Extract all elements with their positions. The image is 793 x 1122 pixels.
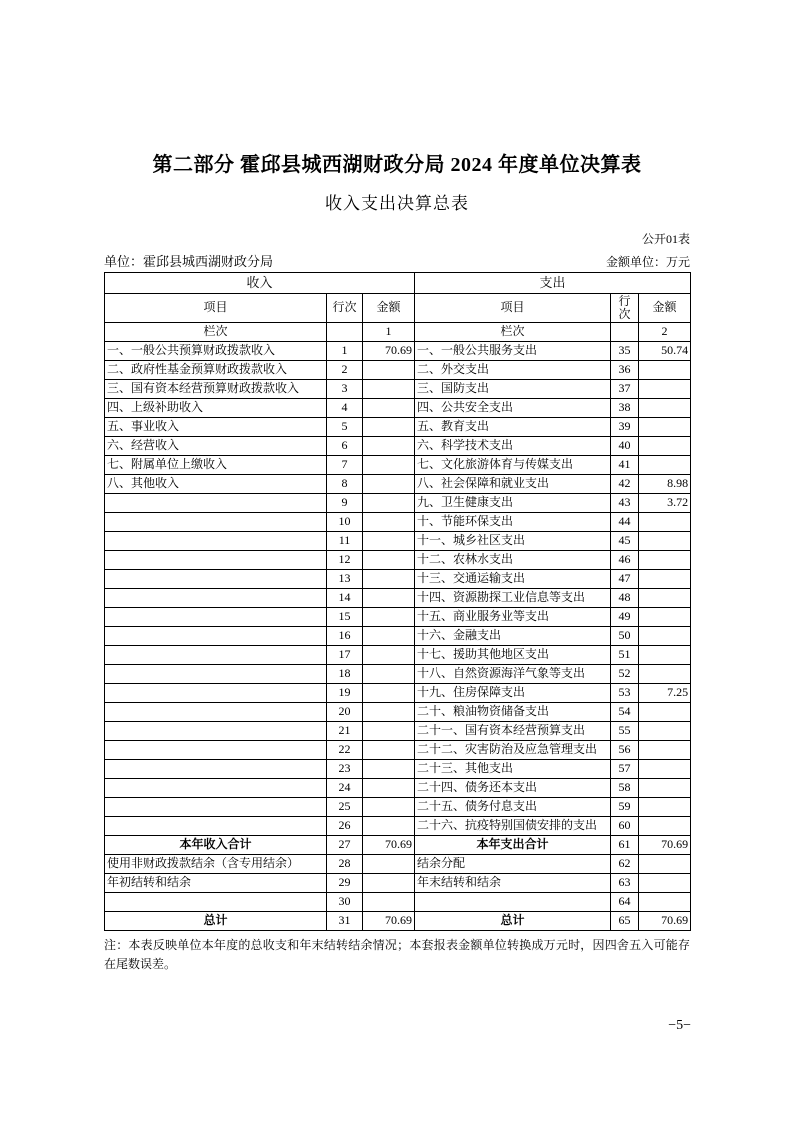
- table-cell-left-row: 11: [327, 532, 363, 551]
- col-header-income-amount: 金额: [363, 294, 415, 323]
- table-cell-left-amount: [363, 475, 415, 494]
- table-cell-right-row: 65: [611, 912, 639, 931]
- table-cell-left-amount: [363, 646, 415, 665]
- table-row: [105, 798, 691, 817]
- table-cell-right-amount: [639, 418, 691, 437]
- page-content: [104, 148, 690, 974]
- lanci-blank-income: [327, 323, 363, 342]
- table-cell-right-row: 46: [611, 551, 639, 570]
- table-cell-left-amount: 70.69: [363, 342, 415, 361]
- table-cell-left-item: [105, 684, 327, 703]
- table-cell-left-item: 五、事业收入: [105, 418, 327, 437]
- lanci-label-expenditure: 栏次: [415, 323, 611, 342]
- meta-row: [104, 251, 690, 270]
- table-cell-left-amount: [363, 855, 415, 874]
- unit-name: 单位：霍邱县城西湖财政分局: [104, 254, 274, 269]
- table-cell-left-row: 31: [327, 912, 363, 931]
- table-cell-right-row: 59: [611, 798, 639, 817]
- table-cell-left-item: [105, 703, 327, 722]
- table-cell-right-row: 35: [611, 342, 639, 361]
- table-cell-right-item: 十一、城乡社区支出: [415, 532, 611, 551]
- table-cell-right-row: 51: [611, 646, 639, 665]
- table-row: [105, 551, 691, 570]
- table-cell-right-amount: [639, 665, 691, 684]
- table-cell-left-item: [105, 893, 327, 912]
- table-cell-left-amount: [363, 589, 415, 608]
- table-row: [105, 494, 691, 513]
- table-cell-left-amount: [363, 760, 415, 779]
- table-cell-right-row: 38: [611, 399, 639, 418]
- table-cell-right-amount: [639, 874, 691, 893]
- table-group-header: [105, 273, 691, 294]
- table-cell-left-row: 28: [327, 855, 363, 874]
- table-cell-right-item: 十五、商业服务业等支出: [415, 608, 611, 627]
- table-cell-right-row: 37: [611, 380, 639, 399]
- table-cell-left-row: 10: [327, 513, 363, 532]
- table-cell-left-row: 23: [327, 760, 363, 779]
- table-row: [105, 589, 691, 608]
- table-cell-right-amount: [639, 513, 691, 532]
- table-row: [105, 684, 691, 703]
- table-cell-right-amount: [639, 532, 691, 551]
- income-column-number: 1: [363, 323, 415, 342]
- table-cell-right-amount: [639, 608, 691, 627]
- table-cell-right-row: 41: [611, 456, 639, 475]
- table-cell-right-item: 六、科学技术支出: [415, 437, 611, 456]
- table-cell-left-item: 使用非财政拨款结余（含专用结余）: [105, 855, 327, 874]
- table-cell-left-row: 22: [327, 741, 363, 760]
- table-cell-left-item: 四、上级补助收入: [105, 399, 327, 418]
- table-cell-right-amount: [639, 855, 691, 874]
- table-row: [105, 855, 691, 874]
- table-cell-left-amount: [363, 684, 415, 703]
- table-cell-right-item: 二十三、其他支出: [415, 760, 611, 779]
- table-cell-right-item: 结余分配: [415, 855, 611, 874]
- table-cell-left-amount: 70.69: [363, 912, 415, 931]
- table-cell-left-amount: [363, 703, 415, 722]
- table-cell-right-item: 本年支出合计: [415, 836, 611, 855]
- table-cell-right-item: 四、公共安全支出: [415, 399, 611, 418]
- col-header-expenditure-amount: 金额: [639, 294, 691, 323]
- table-cell-right-row: 42: [611, 475, 639, 494]
- table-cell-right-row: 56: [611, 741, 639, 760]
- table-cell-left-row: 14: [327, 589, 363, 608]
- table-cell-right-item: 总计: [415, 912, 611, 931]
- col-header-income-row-no: 行次: [327, 294, 363, 323]
- table-row: [105, 418, 691, 437]
- col-header-income-item: 项目: [105, 294, 327, 323]
- table-row: [105, 836, 691, 855]
- table-cell-right-amount: [639, 361, 691, 380]
- col-header-expenditure-row-no: [611, 294, 639, 323]
- table-row: [105, 456, 691, 475]
- table-row: [105, 570, 691, 589]
- table-cell-right-item: 二十、粮油物资储备支出: [415, 703, 611, 722]
- table-cell-right-row: 43: [611, 494, 639, 513]
- table-cell-left-row: 4: [327, 399, 363, 418]
- table-row: [105, 513, 691, 532]
- table-row: [105, 399, 691, 418]
- table-cell-left-amount: [363, 532, 415, 551]
- table-cell-right-row: 53: [611, 684, 639, 703]
- table-row: [105, 741, 691, 760]
- table-cell-left-item: [105, 722, 327, 741]
- table-cell-right-amount: [639, 551, 691, 570]
- table-cell-left-item: [105, 608, 327, 627]
- table-row: [105, 380, 691, 399]
- table-cell-right-row: 45: [611, 532, 639, 551]
- table-cell-right-amount: 8.98: [639, 475, 691, 494]
- table-cell-right-item: 二十六、抗疫特别国债安排的支出: [415, 817, 611, 836]
- table-cell-left-amount: [363, 456, 415, 475]
- table-row: [105, 437, 691, 456]
- table-row: [105, 760, 691, 779]
- table-cell-left-amount: [363, 437, 415, 456]
- table-cell-right-item: 二十五、债务付息支出: [415, 798, 611, 817]
- table-cell-left-item: [105, 627, 327, 646]
- income-section-header: 收入: [105, 273, 415, 294]
- table-cell-left-item: [105, 817, 327, 836]
- table-cell-left-amount: [363, 570, 415, 589]
- table-cell-right-item: 三、国防支出: [415, 380, 611, 399]
- table-cell-left-item: 一、一般公共预算财政拨款收入: [105, 342, 327, 361]
- table-cell-right-amount: [639, 437, 691, 456]
- table-cell-right-amount: [639, 760, 691, 779]
- table-cell-left-row: 13: [327, 570, 363, 589]
- table-cell-right-amount: [639, 893, 691, 912]
- amount-unit-label: 金额单位：万元: [605, 255, 690, 269]
- table-code: 公开01表: [641, 232, 690, 246]
- table-cell-left-row: 25: [327, 798, 363, 817]
- table-cell-left-item: [105, 570, 327, 589]
- table-cell-left-amount: [363, 893, 415, 912]
- page-number: −5−: [668, 1018, 691, 1033]
- table-cell-right-amount: [639, 627, 691, 646]
- table-cell-left-amount: [363, 399, 415, 418]
- table-cell-left-item: [105, 494, 327, 513]
- table-cell-left-item: [105, 665, 327, 684]
- table-cell-left-item: [105, 646, 327, 665]
- table-cell-right-row: 57: [611, 760, 639, 779]
- table-cell-right-row: 44: [611, 513, 639, 532]
- table-row: [105, 627, 691, 646]
- document-title: 第二部分 霍邱县城西湖财政分局 2024 年度单位决算表: [152, 154, 642, 176]
- table-cell-left-item: 总计: [105, 912, 327, 931]
- table-cell-right-amount: 7.25: [639, 684, 691, 703]
- table-cell-left-amount: [363, 665, 415, 684]
- table-row: [105, 361, 691, 380]
- table-cell-left-item: 八、其他收入: [105, 475, 327, 494]
- table-cell-left-row: 17: [327, 646, 363, 665]
- table-title: 收入支出决算总表: [325, 194, 469, 213]
- table-cell-left-amount: [363, 418, 415, 437]
- table-cell-right-amount: 3.72: [639, 494, 691, 513]
- table-cell-left-amount: [363, 874, 415, 893]
- table-cell-right-amount: [639, 589, 691, 608]
- footnote: 注：本表反映单位本年度的总收支和年末结转结余情况；本套报表金额单位转换成万元时，因四舍五入可能存在尾数误差。: [104, 938, 690, 972]
- table-cell-right-row: 58: [611, 779, 639, 798]
- table-cell-right-amount: [639, 703, 691, 722]
- table-cell-left-amount: [363, 494, 415, 513]
- table-cell-left-row: 29: [327, 874, 363, 893]
- table-cell-left-amount: [363, 380, 415, 399]
- table-cell-right-amount: [639, 646, 691, 665]
- table-row: [105, 475, 691, 494]
- table-cell-right-amount: [639, 570, 691, 589]
- table-cell-right-item: 二十二、灾害防治及应急管理支出: [415, 741, 611, 760]
- table-cell-right-item: 十七、援助其他地区支出: [415, 646, 611, 665]
- table-row: [105, 779, 691, 798]
- table-cell-right-row: 50: [611, 627, 639, 646]
- table-cell-left-item: [105, 760, 327, 779]
- table-cell-left-row: 19: [327, 684, 363, 703]
- table-cell-left-row: 6: [327, 437, 363, 456]
- table-cell-left-item: [105, 551, 327, 570]
- table-cell-left-row: 21: [327, 722, 363, 741]
- table-row: [105, 874, 691, 893]
- table-cell-left-row: 9: [327, 494, 363, 513]
- table-cell-right-item: 十九、住房保障支出: [415, 684, 611, 703]
- table-row: [105, 608, 691, 627]
- table-row: [105, 912, 691, 931]
- table-cell-left-amount: [363, 779, 415, 798]
- table-cell-right-row: 63: [611, 874, 639, 893]
- table-cell-left-row: 26: [327, 817, 363, 836]
- table-cell-right-row: 62: [611, 855, 639, 874]
- table-cell-right-row: 40: [611, 437, 639, 456]
- table-cell-left-row: 12: [327, 551, 363, 570]
- table-cell-right-row: 52: [611, 665, 639, 684]
- col-header-expenditure-item: 项目: [415, 294, 611, 323]
- table-cell-right-row: 64: [611, 893, 639, 912]
- table-cell-right-item: 二、外交支出: [415, 361, 611, 380]
- table-cell-right-item: 二十四、债务还本支出: [415, 779, 611, 798]
- table-cell-right-row: 39: [611, 418, 639, 437]
- table-cell-right-amount: 50.74: [639, 342, 691, 361]
- table-cell-left-amount: [363, 361, 415, 380]
- table-cell-right-amount: [639, 741, 691, 760]
- table-cell-right-row: 54: [611, 703, 639, 722]
- table-cell-right-item: 九、卫生健康支出: [415, 494, 611, 513]
- table-cell-left-amount: [363, 608, 415, 627]
- expenditure-column-number: 2: [639, 323, 691, 342]
- table-cell-right-amount: [639, 817, 691, 836]
- table-cell-left-item: [105, 513, 327, 532]
- table-cell-left-item: 本年收入合计: [105, 836, 327, 855]
- table-cell-right-item: 十二、农林水支出: [415, 551, 611, 570]
- table-cell-right-row: 61: [611, 836, 639, 855]
- table-cell-left-item: 三、国有资本经营预算财政拨款收入: [105, 380, 327, 399]
- table-cell-left-item: 七、附属单位上缴收入: [105, 456, 327, 475]
- table-cell-right-row: 36: [611, 361, 639, 380]
- table-cell-right-row: 60: [611, 817, 639, 836]
- table-cell-right-amount: 70.69: [639, 836, 691, 855]
- table-cell-left-amount: [363, 627, 415, 646]
- table-cell-right-item: 五、教育支出: [415, 418, 611, 437]
- table-cell-right-item: 年末结转和结余: [415, 874, 611, 893]
- table-cell-left-row: 24: [327, 779, 363, 798]
- table-cell-left-row: 8: [327, 475, 363, 494]
- table-row: [105, 817, 691, 836]
- table-row: [105, 893, 691, 912]
- table-cell-left-amount: [363, 722, 415, 741]
- table-cell-right-item: 十、节能环保支出: [415, 513, 611, 532]
- table-cell-left-row: 5: [327, 418, 363, 437]
- table-cell-right-amount: [639, 722, 691, 741]
- table-cell-right-row: 49: [611, 608, 639, 627]
- table-row: [105, 722, 691, 741]
- table-cell-left-item: 年初结转和结余: [105, 874, 327, 893]
- table-cell-left-row: 18: [327, 665, 363, 684]
- table-cell-left-row: 15: [327, 608, 363, 627]
- table-cell-left-row: 1: [327, 342, 363, 361]
- table-cell-left-item: [105, 798, 327, 817]
- table-cell-left-amount: [363, 817, 415, 836]
- table-cell-right-amount: [639, 798, 691, 817]
- table-cell-left-item: [105, 741, 327, 760]
- table-cell-right-amount: [639, 399, 691, 418]
- table-cell-right-item: 十八、自然资源海洋气象等支出: [415, 665, 611, 684]
- table-cell-right-row: 47: [611, 570, 639, 589]
- table-cell-right-item: 十四、资源勘探工业信息等支出: [415, 589, 611, 608]
- table-cell-left-amount: [363, 551, 415, 570]
- table-cell-left-row: 7: [327, 456, 363, 475]
- table-cell-left-row: 30: [327, 893, 363, 912]
- table-cell-left-row: 16: [327, 627, 363, 646]
- table-cell-left-item: 二、政府性基金预算财政拨款收入: [105, 361, 327, 380]
- table-cell-right-row: 48: [611, 589, 639, 608]
- table-row: [105, 342, 691, 361]
- table-cell-left-item: 六、经营收入: [105, 437, 327, 456]
- lanci-blank-expenditure: [611, 323, 639, 342]
- table-cell-right-item: 八、社会保障和就业支出: [415, 475, 611, 494]
- table-cell-left-row: 27: [327, 836, 363, 855]
- table-cell-left-item: [105, 589, 327, 608]
- table-cell-right-item: 十三、交通运输支出: [415, 570, 611, 589]
- table-row: [105, 703, 691, 722]
- table-cell-left-item: [105, 779, 327, 798]
- revenue-expenditure-table: [104, 272, 691, 931]
- table-cell-right-item: 一、一般公共服务支出: [415, 342, 611, 361]
- table-cell-left-amount: [363, 798, 415, 817]
- table-cell-left-amount: [363, 741, 415, 760]
- table-cell-right-item: [415, 893, 611, 912]
- table-cell-left-item: [105, 532, 327, 551]
- table-cell-right-amount: [639, 380, 691, 399]
- table-cell-right-amount: [639, 456, 691, 475]
- table-row: [105, 532, 691, 551]
- table-cell-left-row: 2: [327, 361, 363, 380]
- table-cell-right-amount: 70.69: [639, 912, 691, 931]
- table-cell-left-amount: [363, 513, 415, 532]
- table-cell-right-amount: [639, 779, 691, 798]
- table-cell-right-row: 55: [611, 722, 639, 741]
- expenditure-section-header: 支出: [415, 273, 691, 294]
- lanci-label-income: 栏次: [105, 323, 327, 342]
- table-cell-right-item: 二十一、国有资本经营预算支出: [415, 722, 611, 741]
- table-cell-left-row: 3: [327, 380, 363, 399]
- table-cell-right-item: 十六、金融支出: [415, 627, 611, 646]
- column-index-row: [105, 323, 691, 342]
- table-column-header: [105, 294, 691, 323]
- table-cell-right-item: 七、文化旅游体育与传媒支出: [415, 456, 611, 475]
- table-row: [105, 646, 691, 665]
- table-cell-left-amount: 70.69: [363, 836, 415, 855]
- table-row: [105, 665, 691, 684]
- row-no-stacked-label: 行次: [618, 293, 631, 321]
- table-cell-left-row: 20: [327, 703, 363, 722]
